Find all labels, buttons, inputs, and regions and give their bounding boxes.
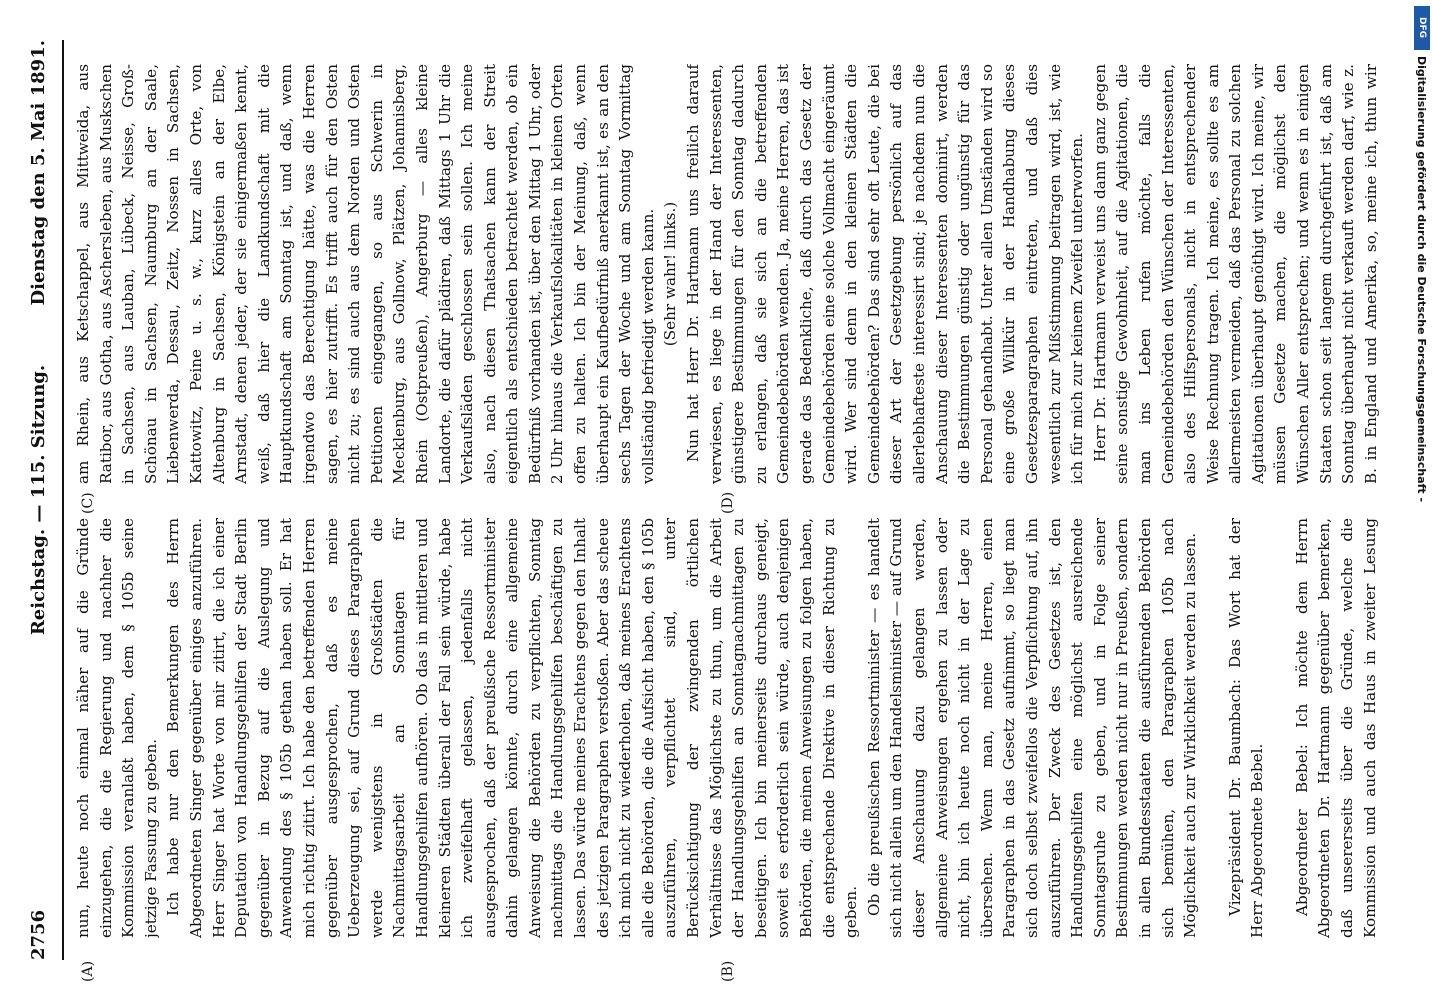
paragraph: Nun hat Herr Dr. Hartmann uns freilich darauf verwiesen, es liege in der Hand der Interessenten, günstigere Bestimmungen für den Sonntag dadurch zu erlangen, daß sie sich an die betreffenden Gemeindebehörden wenden. Ja, meine Herren, das ist gerade das Bedenkliche, daß durch das Gesetz der Gemeindebehörden eine solche Vollmacht eingeräumt wird. Wer sind denn in den kleinen Städten die Gemeindebehörden? Das sind sehr oft Leute, die bei dieser Art der Gesetzgebung persönlich auf das allerlebhafteste interessirt sind; je nachdem nun die Anschauung dieser Interessenten dominirt, werden die Bestimmungen günstig oder ungünstig für das Personal gehandhabt. Unter allen Umständen wird so eine große Willkür in der Handhabung dieses Gesetzesparagraphen eintreten, und daß dies wesentlich zur Mißstimmung beitragen wird, ist, wie ich für mich zur keinem Zweifel unterworfen. xyxy=(684,64,1087,484)
margin-letter-b: (B) xyxy=(720,960,736,982)
margin-letter-d: (D) xyxy=(720,491,736,514)
page-number: 2756 xyxy=(28,909,49,960)
dfg-attribution-text: Digitalisierung gefördert durch die Deutsche Forschungsgemeinschaft - xyxy=(1415,56,1428,503)
dfg-logo: DFG xyxy=(1414,6,1430,50)
session-title: Reichstag. — 115. Sitzung. xyxy=(28,364,49,636)
paragraph: Ich habe nur den Bemerkungen des Herrn Abgeordneten Singer gegenüber einiges anzuführen. Herr Singer hat Worte von mir zitirt, die ich einer Deputation von Handlungsgehilfen der Stadt Berlin gegenüber in Bezug auf die Auslegung und Anwendung des § 105b gethan haben soll. Er hat mich richtig zitirt. Ich habe den betreffenden Herren gegenüber ausgesprochen, daß es meine Ueberzeugung sei, auf Grund dieses Paragraphen werde wenigstens in Großstädten die Nachmittagsarbeit an Sonntagen für Handlungsgehilfen aufhören. Ob das in mittleren und kleineren Städten überall der Fall sein würde, habe ich zweifelhaft gelassen, jedenfalls nicht ausgesprochen, daß der preußische Ressortminister dahin gelangen könnte, durch eine allgemeine Anweisung die Behörden zu verpflichten, Sonntag nachmittags die Handlungsgehilfen beschäftigen zu lassen. Das würde meines Erachtens gegen den Inhalt des jetzigen Paragraphen verstoßen. Aber das scheue ich mich nicht zu wiederholen, daß meines Erachtens alle die Behörden, die die Aufsicht haben, den § 105b auszuführen, verpflichtet sind, unter Berücksichtigung der zwingenden örtlichen Verhältnisse das Möglichste zu thun, um die Arbeit der Handlungsgehilfen an Sonntagnachmittagen zu beseitigen. Ich bin meinerseits durchaus geneigt, soweit es erforderlich sein würde, auch denjenigen Behörden, die meinen Anweisungen zu folgen haben, die entsprechende Direktive in dieser Richtung zu geben. xyxy=(164,518,861,938)
paragraph: Ob die preußischen Ressortminister — es handelt sich nicht allein um den Handelsminister — auf Grund dieser Anschauung dazu gelangen werden, allgemeine Anweisungen ergehen zu lassen oder nicht, bin ich heute noch nicht in der Lage zu übersehen. Wenn man, meine Herren, einen Paragraphen in das Gesetz aufnimmt, so liegt man sich doch selbst zweifellos die Verpflichtung auf, ihn auszuführen. Der Zweck des Gesetzes ist, den Handlungsgehilfen eine möglichst ausreichende Sonntagsruhe zu geben, und in Folge seiner Bestimmungen werden nicht nur in Preußen, sondern in allen Bundesstaaten die ausführenden Behörden sich bemühen, den Paragraphen 105b nach Möglichkeit auch zur Wirklichkeit werden zu lassen. xyxy=(864,518,1200,938)
paragraph: Abgeordneter Bebel: Ich möchte dem Herrn Abgeordneten Dr. Hartmann gegenüber bemerken, daß unsererseits über die Gründe, welche die Kommission und auch das Haus in zweiter Lesung xyxy=(1292,518,1379,938)
right-column xyxy=(72,64,1382,484)
left-column xyxy=(72,518,1382,938)
speaker-announcement: Vizepräsident Dr. Baumbach: Das Wort hat der Herr Abgeordnete Bebel. xyxy=(1225,518,1267,938)
paragraph: am Rhein, aus Ketschappel, aus Mittweida, aus Ratibor, aus Gotha, aus Aschersleben, aus Muskschen in Sachsen, aus Lauban, Lübeck, Neisse, Groß-Schönau in Sachsen, Naumburg an der Saale, Liebenwerda, Dessau, Zeitz, Nossen in Sachsen, Kattowitz, Peine u. s. w., kurz alles Orte, von Altenburg in Sachsen, Königstein an der Elbe, Arnstadt, denen jeder, der sie einigermaßen kennt, weiß, daß hier die Landkundschaft mit die Hauptkundschaft am Sonntag ist, und daß, wenn irgendwo das Berechtigung hätte, was die Herren sagen, es hier zutrifft. Es trifft auch für den Osten nicht zu; es sind auch aus dem Norden und Osten Petitionen eingegangen, so aus Schwerin in Mecklenburg, aus Gollnow, Plätzen, Johannisberg, Rhein (Ostpreußen), Angerburg — alles kleine Landorte, die dafür plädiren, daß Mittags 1 Uhr die Verkaufsläden geschlossen sein sollen. Ich meine also, nach diesen Thatsachen kann der Streit eigentlich als entschieden betrachtet werden, ob ein Bedürfniß vorhanden ist, über den Mittag 1 Uhr, oder 2 Uhr hinaus die Verkaufslokalitäten in kleinen Orten offen zu halten. Ich bin der Meinung, daß, wenn überhaupt ein Kaufbedürfniß anerkannt ist, es an den sechs Tagen der Woche und am Sonntag Vormittag vollständig befriedigt werden kann. xyxy=(74,64,657,484)
dfg-attribution-strip xyxy=(1410,0,1432,1000)
margin-letter-a: (A) xyxy=(80,960,96,982)
header-rule xyxy=(62,40,64,960)
applause-note: (Sehr wahr! links.) xyxy=(661,201,680,347)
paragraph: Herr Dr. Hartmann verweist uns dann ganz gegen seine sonstige Gewohnheit, auf die Agitationen, die man ins Leben rufen möchte, falls die Gemeindebehörden den Wünschen der Interessenten, also des Hilfspersonals, nicht in entsprechender Weise Rechnung tragen. Ich meine, es sollte es am allermeisten vermeiden, daß das Personal zu solchen Agitationen überhaupt genöthigt wird. Ich meine, wir müssen Gesetze machen, die möglichst den Wünschen Aller entsprechen; und wenn es in einigen Staaten schon seit langem durchgeführt ist, daß am Sonntag überhaupt nicht verkauft werden darf, wie z. B. in England und Amerika, so, meine ich, thun wir xyxy=(1090,64,1380,484)
page-header xyxy=(18,40,58,960)
paragraph: nun, heute noch einmal näher auf die Gründe einzugehen, die die Regierung und nachher die Kommission veranlaßt haben, dem § 105b seine jetzige Fassung zu geben. xyxy=(74,518,160,938)
margin-letter-c: (C) xyxy=(80,492,96,514)
session-date: Dienstag den 5. Mai 1891. xyxy=(28,40,49,306)
